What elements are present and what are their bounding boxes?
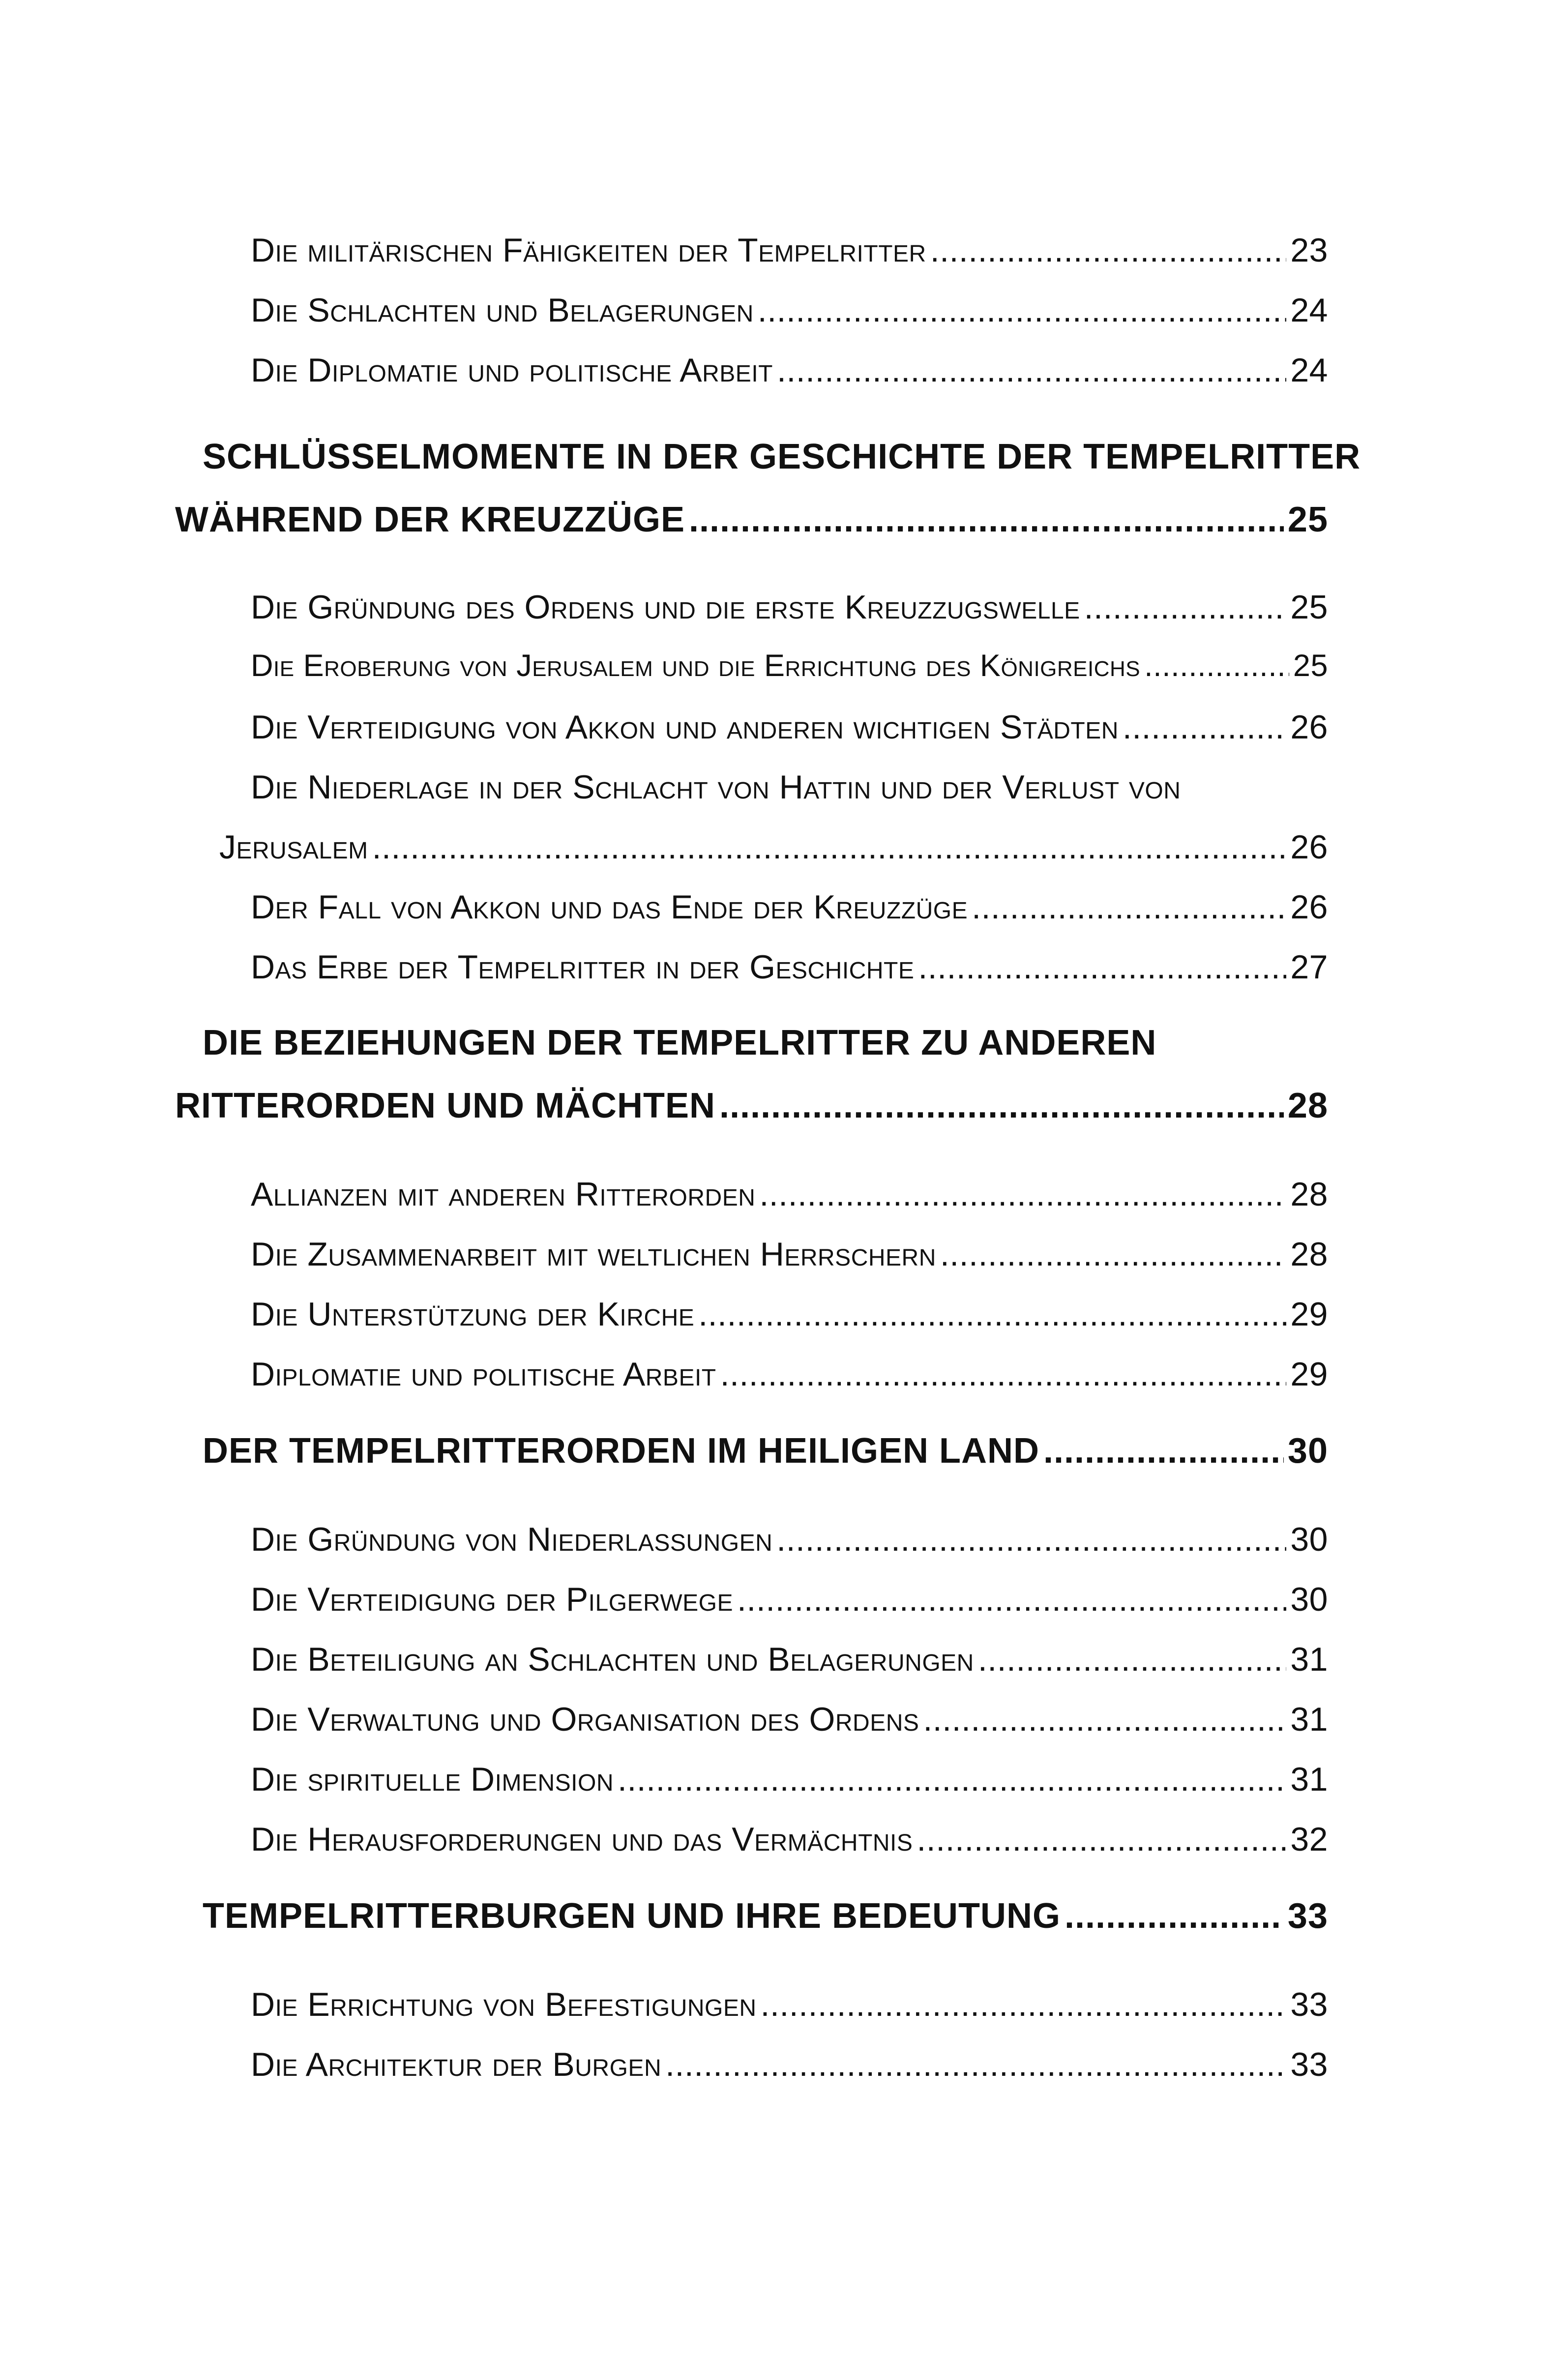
dot-leader <box>972 888 1286 926</box>
dot-leader <box>923 1700 1286 1739</box>
toc-entry-title: Die Verteidigung der Pilgerwege <box>251 1581 734 1618</box>
toc-entry-page: 30 <box>1290 1521 1328 1558</box>
toc-entry <box>251 1820 1328 1858</box>
dot-leader <box>777 351 1286 389</box>
dot-leader <box>719 1086 1284 1126</box>
toc-entry-page: 24 <box>1290 352 1328 389</box>
toc-entry-title: Die Eroberung von Jerusalem und die Errichtung des Königreichs <box>251 649 1141 683</box>
toc-entry <box>251 588 1328 626</box>
toc-entry-page: 30 <box>1290 1581 1328 1618</box>
toc-entry-title: Die Herausforderungen und das Vermächtnis <box>251 1821 913 1858</box>
toc-entry-page: 24 <box>1290 292 1328 329</box>
toc-entry <box>251 2045 1328 2084</box>
toc-entry-page: 29 <box>1290 1296 1328 1333</box>
toc-entry <box>251 291 1328 329</box>
toc-entry <box>251 351 1328 389</box>
toc-entry-title: Die Verwaltung und Organisation des Ordens <box>251 1701 919 1738</box>
toc-entry-page: 26 <box>1290 708 1328 746</box>
toc-entry-page: 31 <box>1290 1761 1328 1798</box>
dot-leader <box>689 500 1284 540</box>
dot-leader <box>372 828 1287 866</box>
toc-entry <box>251 1760 1328 1799</box>
dot-leader <box>758 291 1287 329</box>
toc-entry <box>251 1235 1328 1273</box>
toc-chapter <box>203 1431 1328 1471</box>
toc-entry-title: Die Schlachten und Belagerungen <box>251 292 754 329</box>
toc-entry-title: Der Fall von Akkon und das Ende der Kreuzzüge <box>251 888 968 926</box>
toc-entry <box>251 1580 1328 1619</box>
toc-entry-page: 33 <box>1290 1986 1328 2023</box>
toc-chapter-title: RITTERORDEN UND MÄCHTEN <box>175 1086 715 1125</box>
dot-leader <box>698 1295 1286 1333</box>
toc-entry-title: Die spirituelle Dimension <box>251 1761 614 1798</box>
toc-chapter-title: DER TEMPELRITTERORDEN IM HEILIGEN LAND <box>203 1431 1040 1471</box>
toc-entry-page: 32 <box>1290 1821 1328 1858</box>
toc-chapter-title-line: SCHLÜSSELMOMENTE IN DER GESCHICHTE DER TEMPELRITTER <box>203 437 1361 476</box>
dot-leader <box>1065 1896 1284 1936</box>
toc-entry <box>251 648 1328 683</box>
toc-entry-page: 25 <box>1290 589 1328 626</box>
dot-leader <box>1043 1431 1284 1471</box>
toc-entry <box>251 1175 1328 1213</box>
toc-entry-title: Die militärischen Fähigkeiten der Tempelritter <box>251 232 926 269</box>
toc-chapter-title: TEMPELRITTERBURGEN UND IHRE BEDEUTUNG <box>203 1896 1061 1936</box>
toc-chapter-page: 30 <box>1287 1431 1328 1471</box>
toc-chapter-title: WÄHREND DER KREUZZÜGE <box>175 500 685 539</box>
toc-entry <box>251 1985 1328 2024</box>
toc-entry <box>251 948 1328 986</box>
toc-entry-title: Die Errichtung von Befestigungen <box>251 1986 757 2023</box>
toc-chapter-title-line: DIE BEZIEHUNGEN DER TEMPELRITTER ZU ANDEREN <box>203 1023 1157 1062</box>
dot-leader <box>930 231 1287 269</box>
toc-chapter <box>203 1896 1328 1936</box>
dot-leader <box>1144 648 1289 683</box>
toc-entry <box>251 1640 1328 1679</box>
toc-entry <box>251 1700 1328 1739</box>
toc-entry-title: Die Diplomatie und politische Arbeit <box>251 352 773 389</box>
dot-leader <box>618 1760 1286 1799</box>
toc-chapter-page: 33 <box>1287 1896 1328 1936</box>
toc-entry-page: 31 <box>1290 1701 1328 1738</box>
dot-leader <box>665 2045 1286 2084</box>
toc-chapter <box>175 1086 1328 1126</box>
toc-entry-page: 29 <box>1290 1356 1328 1393</box>
toc-entry-title: Die Verteidigung von Akkon und anderen wichtigen Städten <box>251 708 1119 746</box>
toc-entry <box>219 828 1328 866</box>
toc-entry-title: Die Beteiligung an Schlachten und Belagerungen <box>251 1641 974 1678</box>
toc-entry-title: Allianzen mit anderen Ritterorden <box>251 1176 756 1213</box>
dot-leader <box>940 1235 1286 1273</box>
toc-entry-page: 27 <box>1290 948 1328 986</box>
toc-chapter <box>175 500 1328 540</box>
toc-entry-page: 25 <box>1293 649 1328 683</box>
dot-leader <box>917 1820 1286 1858</box>
toc-entry-title: Jerusalem <box>219 828 368 866</box>
toc-entry <box>251 708 1328 746</box>
toc-entry-title: Die Gründung des Ordens und die erste Kreuzzugswelle <box>251 589 1080 626</box>
dot-leader <box>759 1175 1286 1213</box>
toc-entry-page: 33 <box>1290 2046 1328 2083</box>
toc-entry <box>251 1520 1328 1559</box>
toc-entry-title: Die Zusammenarbeit mit weltlichen Herrschern <box>251 1236 936 1273</box>
dot-leader <box>1084 588 1287 626</box>
toc-entry-title: Die Unterstützung der Kirche <box>251 1296 695 1333</box>
toc-entry-page: 28 <box>1290 1236 1328 1273</box>
toc-entry <box>251 1355 1328 1393</box>
dot-leader <box>761 1985 1287 2024</box>
toc-entry <box>251 1295 1328 1333</box>
toc-entry-page: 31 <box>1290 1641 1328 1678</box>
toc-entry-title: Das Erbe der Tempelritter in der Geschichte <box>251 948 915 986</box>
toc-chapter-page: 25 <box>1287 500 1328 539</box>
toc-entry-title: Die Gründung von Niederlassungen <box>251 1521 773 1558</box>
dot-leader <box>918 948 1286 986</box>
toc-entry-title: Die Architektur der Burgen <box>251 2046 662 2083</box>
dot-leader <box>776 1520 1286 1559</box>
dot-leader <box>1123 708 1286 746</box>
dot-leader <box>737 1580 1286 1619</box>
toc-entry-title-line: Die Niederlage in der Schlacht von Hattin und der Verlust von <box>251 768 1181 806</box>
dot-leader <box>978 1640 1287 1679</box>
toc-entry-page: 23 <box>1290 232 1328 269</box>
toc-chapter-page: 28 <box>1287 1086 1328 1125</box>
toc-entry-title: Diplomatie und politische Arbeit <box>251 1356 716 1393</box>
toc-entry-page: 28 <box>1290 1176 1328 1213</box>
toc-entry-page: 26 <box>1290 888 1328 926</box>
toc-entry <box>251 888 1328 926</box>
dot-leader <box>720 1355 1287 1393</box>
toc-entry <box>251 231 1328 269</box>
toc-entry-page: 26 <box>1290 828 1328 866</box>
